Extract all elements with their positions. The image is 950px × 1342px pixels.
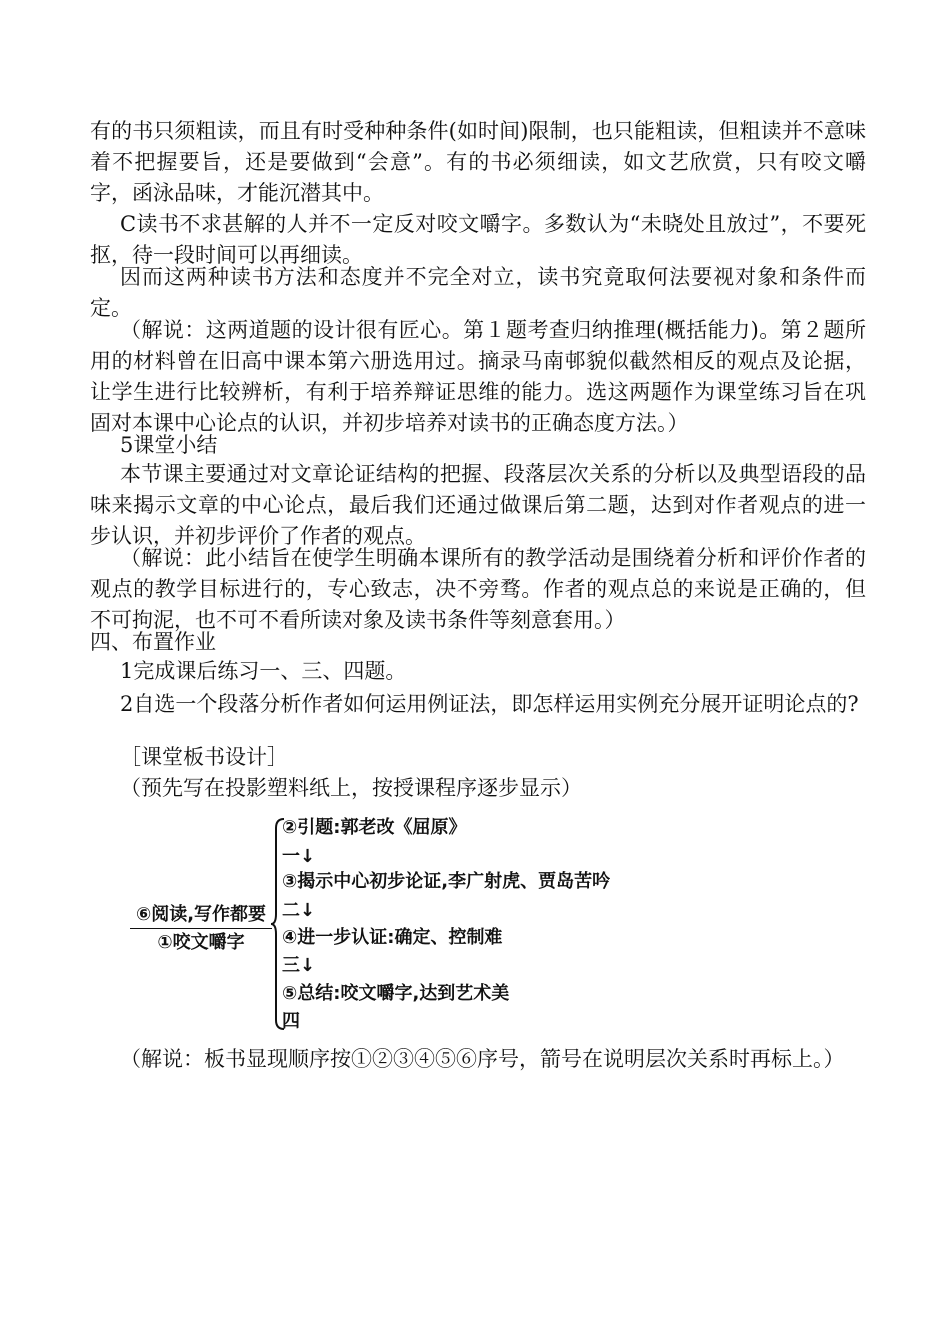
board-left-divider	[130, 928, 272, 929]
board-arrow-three: 三↓	[282, 955, 316, 976]
board-arrow-one: 一↓	[282, 846, 316, 867]
board-item-further-argument: ④进一步认证:确定、控制难	[282, 927, 503, 948]
paragraph-commentary-summary: （解说：此小结旨在使学生明确本课所有的教学活动是围绕着分析和评价作者的观点的教学目标进行的，专心致志，决不旁骛。作者的观点总的来说是正确的，但不可拘泥，也不可不看所读对象及读书条件等刻意套用。）	[90, 546, 866, 632]
paragraph-summary: 本节课主要通过对文章论证结构的把握、段落层次关系的分析以及典型语段的品味来揭示文章的中心论点，最后我们还通过做课后第二题，达到对作者观点的进一步认识，并初步评价了作者的观点。	[90, 462, 866, 548]
paragraph-option-c: C读书不求甚解的人并不一定反对咬文嚼字。多数认为“未晓处且放过”，不要死抠，待一段时间可以再细读。	[90, 212, 866, 267]
blackboard-design-diagram	[130, 812, 650, 1037]
board-item-conclusion: ⑤总结:咬文嚼字,达到艺术美	[282, 983, 510, 1004]
homework-item-1: 1完成课后练习一、三、四题。	[120, 659, 407, 683]
board-arrow-two: 二↓	[282, 900, 316, 921]
paragraph-commentary-exercises: （解说：这两道题的设计很有匠心。第１题考查归纳推理(概括能力)。第２题所用的材料曾在旧高中课本第六册选用过。摘录马南邨貌似截然相反的观点及论据，让学生进行比较辨析，有利于培养辩证思维的能力。选这两题作为课堂练习旨在巩固对本课中心论点的认识，并初步培养对读书的正确态度方法。）	[90, 318, 866, 435]
board-arrow-four: 四	[282, 1011, 300, 1032]
section-heading-homework: 四、布置作业	[90, 630, 216, 654]
board-left-line1: ⑥阅读,写作都要	[135, 904, 267, 925]
board-item-introduction: ②引题:郭老改《屈原》	[282, 817, 467, 838]
board-item-central-argument: ③揭示中心初步论证,李广射虎、贾岛苦吟	[282, 871, 611, 892]
board-main-point	[130, 902, 272, 956]
paragraph-reading-methods: 有的书只须粗读，而且有时受种种条件(如时间)限制，也只能粗读，但粗读并不意味着不把握要旨，还是要做到“会意”。有的书必须细读，如文艺欣赏，只有咬文嚼字，函泳品味，才能沉潜其中。	[90, 119, 866, 205]
paragraph-commentary-board: （解说：板书显现顺序按①②③④⑤⑥序号，箭号在说明层次关系时再标上。）	[120, 1047, 845, 1071]
paragraph-board-note: （预先写在投影塑料纸上，按授课程序逐步显示）	[120, 776, 582, 800]
homework-item-2: 2自选一个段落分析作者如何运用例证法，即怎样运用实例充分展开证明论点的?	[120, 692, 859, 716]
section-heading-summary: 5课堂小结	[120, 433, 218, 457]
paragraph-conclusion: 因而这两种读书方法和态度并不完全对立，读书究竟取何法要视对象和条件而定。	[90, 265, 866, 320]
section-heading-board-design: ［课堂板书设计］	[120, 745, 288, 769]
board-left-line2: ①咬文嚼字	[157, 932, 245, 953]
